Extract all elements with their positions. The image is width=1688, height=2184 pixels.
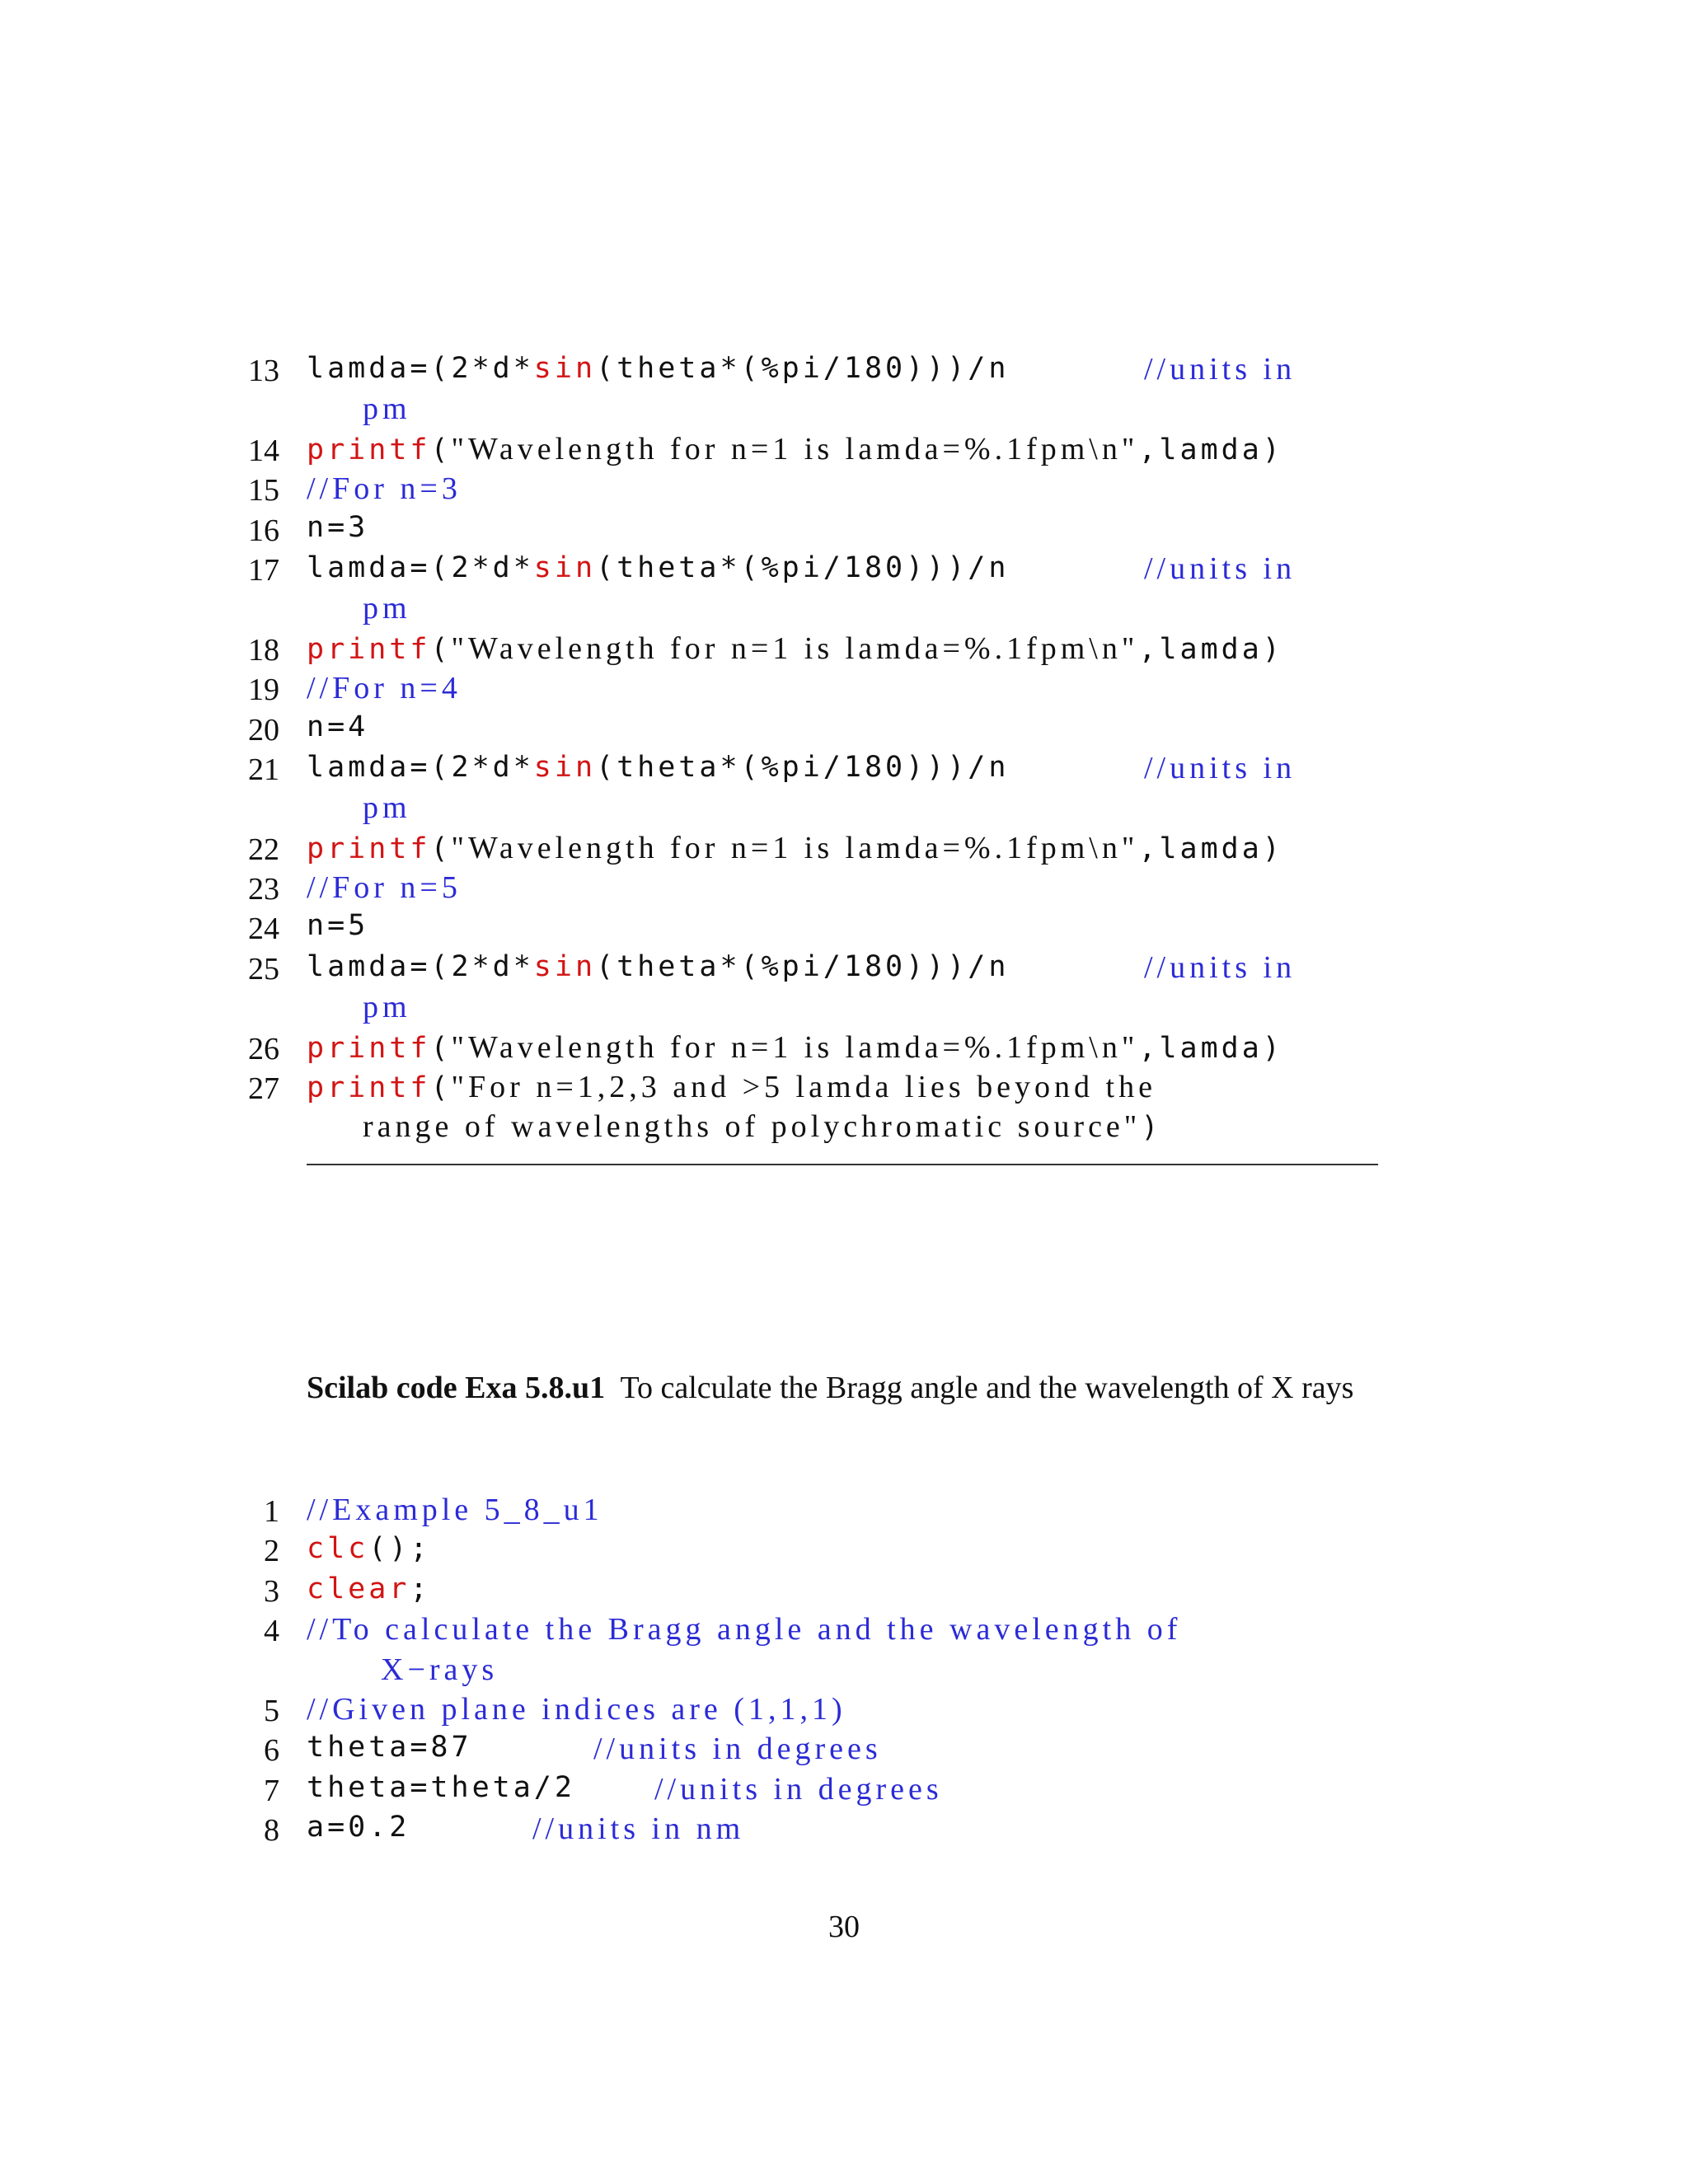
code-line: [0, 429, 1688, 469]
code-text: (theta*(%pi/180)))/n: [596, 551, 1010, 584]
code-line: [0, 709, 1688, 748]
string-literal: "Wavelength for n=1 is lamda=%.1fpm\n": [451, 431, 1139, 466]
code-line: [0, 1690, 1688, 1729]
line-number: 20: [248, 712, 279, 748]
code-text: (: [430, 433, 452, 466]
string-literal-continuation: range of wavelengths of polychromatic source": [363, 1109, 1142, 1145]
keyword: sin: [533, 551, 597, 584]
string-literal: "Wavelength for n=1 is lamda=%.1fpm\n": [451, 1029, 1139, 1065]
code-line: [0, 1769, 1688, 1809]
code-comment: //units in degrees: [593, 1732, 882, 1767]
code-line: [0, 629, 1688, 668]
keyword: printf: [307, 1031, 431, 1065]
line-number: 1: [264, 1494, 279, 1529]
code-text: (: [430, 1071, 452, 1105]
code-line: [0, 1490, 1688, 1530]
code-text: (theta*(%pi/180)))/n: [596, 352, 1010, 385]
code-line: [0, 509, 1688, 549]
line-number: 15: [248, 473, 279, 509]
code-line: [0, 1809, 1688, 1849]
keyword: clear: [307, 1572, 410, 1605]
listing-caption: [307, 1368, 1386, 1408]
line-number: 25: [248, 951, 279, 987]
line-number: 5: [264, 1693, 279, 1728]
code-comment: //For n=3: [307, 471, 462, 507]
code-comment-continuation: pm: [363, 790, 411, 826]
line-number: 6: [264, 1733, 279, 1769]
code-text: n=4: [307, 710, 369, 743]
line-number: 2: [264, 1534, 279, 1569]
keyword: sin: [533, 352, 597, 385]
line-number: 18: [248, 632, 279, 668]
code-text: lamda=(2*d*: [307, 750, 534, 784]
line-number: 23: [248, 872, 279, 907]
listing-end-rule: [307, 1164, 1378, 1165]
code-listing-1: [0, 349, 1688, 1147]
keyword: printf: [307, 1071, 431, 1105]
code-line: [0, 828, 1688, 868]
code-comment-continuation: pm: [363, 990, 411, 1025]
code-line: [0, 907, 1688, 947]
code-text: ): [1141, 1111, 1162, 1145]
code-comment: //Example 5_8_u1: [307, 1493, 603, 1527]
keyword: clc: [307, 1532, 369, 1566]
code-line: [0, 948, 1688, 987]
code-text: (theta*(%pi/180)))/n: [596, 750, 1010, 784]
code-text: ;: [410, 1572, 431, 1605]
line-number: 4: [264, 1614, 279, 1649]
code-text: lamda=(2*d*: [307, 551, 534, 584]
code-text: ,lamda): [1138, 1031, 1283, 1065]
code-comment: //Given plane indices are (1,1,1): [307, 1691, 846, 1727]
code-line: [0, 1729, 1688, 1769]
code-text: lamda=(2*d*: [307, 949, 534, 983]
code-text: lamda=(2*d*: [307, 352, 534, 385]
caption-label: Scilab code Exa 5.8.u1: [307, 1371, 606, 1405]
code-line: [0, 668, 1688, 708]
code-comment: //For n=5: [307, 870, 462, 906]
code-comment-continuation: X−rays: [381, 1652, 499, 1687]
keyword: sin: [533, 750, 597, 784]
code-line: [0, 1570, 1688, 1610]
code-line: [0, 549, 1688, 588]
code-text: (theta*(%pi/180)))/n: [596, 949, 1010, 983]
line-number: 13: [248, 354, 279, 388]
code-line: [0, 1610, 1688, 1649]
string-literal: "For n=1,2,3 and >5 lamda lies beyond the: [451, 1070, 1156, 1105]
line-number: 7: [264, 1773, 279, 1808]
line-number: 21: [248, 752, 279, 787]
code-comment: //units in degrees: [654, 1771, 943, 1807]
code-line: [0, 748, 1688, 788]
line-number: 26: [248, 1031, 279, 1066]
line-number: 27: [248, 1071, 279, 1107]
line-number: 16: [248, 513, 279, 548]
line-number: 17: [248, 552, 279, 588]
code-comment: //For n=4: [307, 671, 462, 706]
code-text: ();: [368, 1532, 431, 1566]
page-number: 30: [828, 1910, 860, 1944]
line-number: 19: [248, 673, 279, 708]
code-text: theta=87: [307, 1731, 472, 1765]
code-comment-continuation: pm: [363, 591, 411, 626]
code-text: ,lamda): [1138, 632, 1283, 666]
code-comment: //units in: [1144, 352, 1296, 387]
line-number: 8: [264, 1813, 279, 1849]
code-text: ,lamda): [1138, 832, 1283, 865]
code-comment: //units in: [1144, 750, 1296, 785]
code-comment-continuation: pm: [363, 391, 411, 427]
code-comment: //units in: [1144, 551, 1296, 586]
code-listing-2: [0, 1490, 1688, 1849]
line-number: 24: [248, 912, 279, 947]
keyword: printf: [307, 832, 431, 865]
string-literal: "Wavelength for n=1 is lamda=%.1fpm\n": [451, 830, 1139, 865]
code-line: [0, 469, 1688, 509]
code-line: [0, 1530, 1688, 1569]
code-text: n=3: [307, 510, 369, 544]
code-line: [0, 1067, 1688, 1107]
code-line: [0, 349, 1688, 389]
line-number: 3: [264, 1573, 279, 1609]
code-line: [0, 1028, 1688, 1067]
code-text: a=0.2: [307, 1811, 410, 1844]
caption-text: To calculate the Bragg angle and the wavelength of X rays: [620, 1371, 1354, 1405]
code-text: (: [430, 832, 452, 865]
string-literal: "Wavelength for n=1 is lamda=%.1fpm\n": [451, 630, 1139, 666]
line-number: 22: [248, 832, 279, 867]
code-line: [0, 868, 1688, 907]
keyword: sin: [533, 949, 597, 983]
code-text: (: [430, 1031, 452, 1065]
code-text: ,lamda): [1138, 433, 1283, 466]
code-comment: //To calculate the Bragg angle and the wavelength of: [307, 1612, 1182, 1647]
code-comment: //units in: [1144, 949, 1296, 985]
keyword: printf: [307, 433, 431, 466]
code-text: theta=theta/2: [307, 1770, 575, 1804]
line-number: 14: [248, 433, 279, 468]
keyword: printf: [307, 632, 431, 666]
code-comment: //units in nm: [532, 1811, 745, 1847]
code-text: (: [430, 632, 452, 666]
code-text: n=5: [307, 909, 369, 943]
